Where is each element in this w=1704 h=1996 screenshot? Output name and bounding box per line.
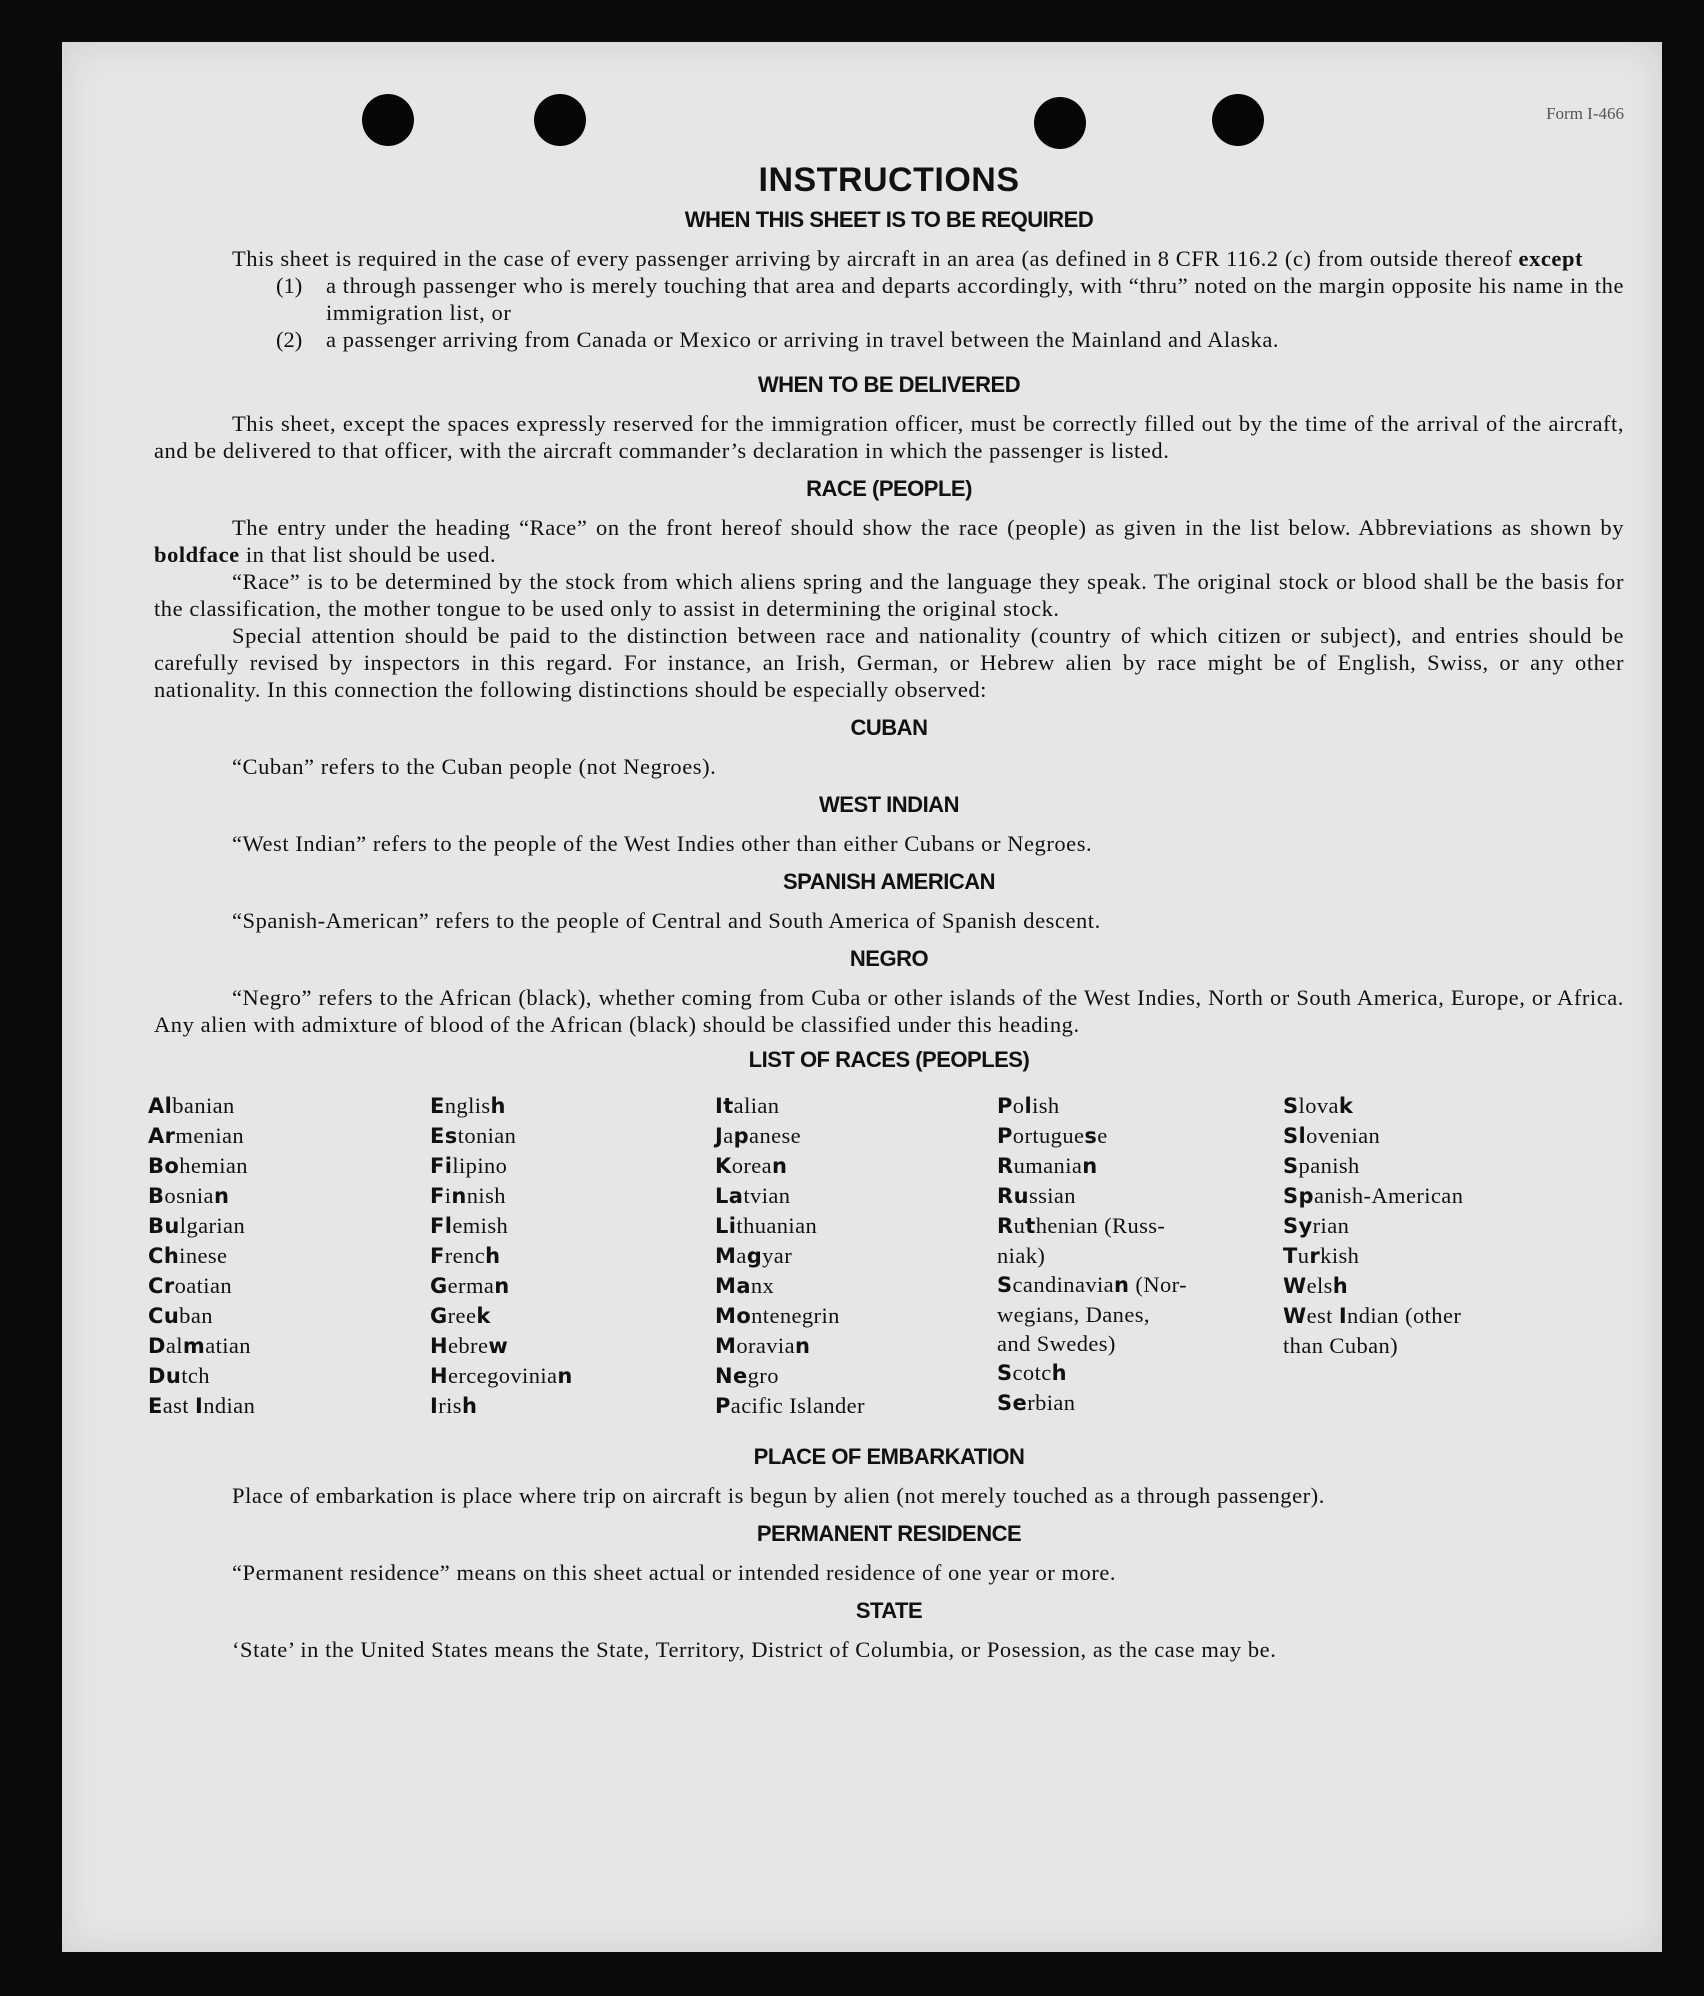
cuban-paragraph: “Cuban” refers to the Cuban people (not Negroes). bbox=[232, 754, 717, 779]
race-entry-continuation: niak) bbox=[997, 1243, 1046, 1268]
race-column bbox=[715, 1091, 997, 1421]
race-paragraph bbox=[154, 514, 1624, 568]
race-entry: German bbox=[430, 1273, 510, 1298]
race-entry: Bohemian bbox=[148, 1153, 248, 1178]
item-number: (1) bbox=[276, 273, 303, 298]
race-entry: English bbox=[430, 1093, 506, 1118]
negro-paragraph: “Negro” refers to the African (black), whether coming from Cuba or other islands of the West Indies, North or South America, Europe, or Africa. Any alien with admixture of blood of the African (black) should be classified under this heading. bbox=[154, 985, 1624, 1037]
item-text: a passenger arriving from Canada or Mexico or arriving in travel between the Mainland and Alaska. bbox=[326, 327, 1280, 352]
requirement-text: This sheet is required in the case of every passenger arriving by aircraft in an area (as defined in 8 CFR 116.2 (c) from outside thereof bbox=[232, 246, 1513, 271]
race-entry: Croatian bbox=[148, 1273, 232, 1298]
race-entry: Korean bbox=[715, 1153, 788, 1178]
page-title: INSTRUCTIONS bbox=[758, 161, 1020, 199]
race-entry-continuation: wegians, Danes, bbox=[997, 1302, 1150, 1327]
section-heading: NEGRO bbox=[849, 946, 929, 971]
race-entry: Serbian bbox=[997, 1390, 1076, 1415]
residence-paragraph: “Permanent residence” means on this sheet actual or intended residence of one year or more. bbox=[232, 1560, 1117, 1585]
punch-hole bbox=[1034, 97, 1086, 149]
race-text: in that list should be used. bbox=[245, 542, 497, 567]
west-indian-paragraph: “West Indian” refers to the people of the West Indies other than either Cubans or Negroes. bbox=[232, 831, 1093, 856]
race-entry: East Indian bbox=[148, 1393, 256, 1418]
race-entry: Greek bbox=[430, 1303, 491, 1328]
punch-hole bbox=[534, 94, 586, 146]
race-entry: Slovak bbox=[1283, 1093, 1354, 1118]
punch-hole bbox=[1212, 94, 1264, 146]
race-entry: Hebrew bbox=[430, 1333, 509, 1358]
race-entry: Spanish bbox=[1283, 1153, 1360, 1178]
section-heading: PERMANENT RESIDENCE bbox=[756, 1521, 1022, 1546]
exception-item bbox=[276, 326, 1624, 353]
section-heading: WHEN TO BE DELIVERED bbox=[757, 372, 1021, 397]
section-heading: WEST INDIAN bbox=[819, 792, 959, 817]
race-entry: Spanish-American bbox=[1283, 1183, 1464, 1208]
requirement-paragraph bbox=[154, 245, 1624, 272]
race-entry: Moravian bbox=[715, 1333, 811, 1358]
race-entry: Armenian bbox=[148, 1123, 245, 1148]
punch-hole bbox=[362, 94, 414, 146]
race-entry: West Indian (other bbox=[1283, 1303, 1462, 1328]
race-entry: Slovenian bbox=[1283, 1123, 1381, 1148]
race-entry: Syrian bbox=[1283, 1213, 1350, 1238]
section-heading: PLACE OF EMBARKATION bbox=[753, 1444, 1025, 1469]
race-entry: Rumanian bbox=[997, 1153, 1098, 1178]
race-entry: Turkish bbox=[1283, 1243, 1360, 1268]
race-column bbox=[430, 1091, 715, 1421]
exception-item bbox=[276, 272, 1624, 326]
document-sheet bbox=[62, 42, 1662, 1952]
race-entry: Scotch bbox=[997, 1360, 1067, 1385]
race-entry: Chinese bbox=[148, 1243, 228, 1268]
section-heading: WHEN THIS SHEET IS TO BE REQUIRED bbox=[684, 207, 1094, 232]
race-entry: Finnish bbox=[430, 1183, 506, 1208]
race-column bbox=[148, 1091, 430, 1421]
race-entry: Latvian bbox=[715, 1183, 791, 1208]
race-entry: Portuguese bbox=[997, 1123, 1108, 1148]
race-boldface: boldface bbox=[154, 542, 240, 567]
race-entry: Negro bbox=[715, 1363, 779, 1388]
race-entry: Scandinavian (Nor- bbox=[997, 1272, 1187, 1297]
section-heading: CUBAN bbox=[850, 715, 928, 740]
race-entry: Albanian bbox=[148, 1093, 235, 1118]
item-text: a through passenger who is merely touching that area and departs accordingly, with “thru” noted on the margin opposite his name in the immigration list, or bbox=[326, 273, 1624, 325]
race-entry: Lithuanian bbox=[715, 1213, 818, 1238]
race-entry: Magyar bbox=[715, 1243, 793, 1268]
race-paragraph: Special attention should be paid to the distinction between race and nationality (country of which citizen or subject), and entries should be carefully revised by inspectors in this regard. For instance, an Irish, German, or Hebrew alien by race might be of English, Swiss, or any other nationality. In this connection the following distinctions should be especially observed: bbox=[154, 623, 1624, 702]
race-entry: Russian bbox=[997, 1183, 1076, 1208]
race-entry-continuation: and Swedes) bbox=[997, 1331, 1116, 1356]
section-heading: STATE bbox=[855, 1598, 923, 1623]
race-entry: Ruthenian (Russ- bbox=[997, 1213, 1166, 1238]
race-entry: Polish bbox=[997, 1093, 1060, 1118]
section-heading: LIST OF RACES (PEOPLES) bbox=[748, 1047, 1030, 1072]
section-heading: RACE (PEOPLE) bbox=[806, 476, 972, 501]
race-entry: Italian bbox=[715, 1093, 780, 1118]
race-entry: Bulgarian bbox=[148, 1213, 246, 1238]
race-column bbox=[997, 1091, 1283, 1421]
race-entry: Welsh bbox=[1283, 1273, 1349, 1298]
race-entry: Pacific Islander bbox=[715, 1393, 865, 1418]
instructions-content bbox=[148, 161, 1624, 1663]
item-number: (2) bbox=[276, 327, 303, 352]
delivery-paragraph: This sheet, except the spaces expressly reserved for the immigration officer, must be correctly filled out by the time of the arrival of the aircraft, and be delivered to that officer, with the aircraft commander’s declaration in which the passenger is listed. bbox=[154, 411, 1624, 463]
spanish-american-paragraph: “Spanish-American” refers to the people of Central and South America of Spanish descent. bbox=[232, 908, 1101, 933]
race-entry: Montenegrin bbox=[715, 1303, 840, 1328]
race-entry-continuation: than Cuban) bbox=[1283, 1333, 1399, 1358]
race-entry: Filipino bbox=[430, 1153, 508, 1178]
section-heading: SPANISH AMERICAN bbox=[782, 869, 995, 894]
embarkation-paragraph: Place of embarkation is place where trip on aircraft is begun by alien (not merely touched as a through passenger). bbox=[232, 1483, 1325, 1508]
race-entry: French bbox=[430, 1243, 501, 1268]
race-entry: Flemish bbox=[430, 1213, 509, 1238]
race-entry: Japanese bbox=[715, 1123, 802, 1148]
race-entry: Irish bbox=[430, 1393, 478, 1418]
form-reference: Form I-466 bbox=[1546, 104, 1624, 123]
race-paragraph: “Race” is to be determined by the stock from which aliens spring and the language they speak. The original stock or blood shall be the basis for the classification, the mother tongue to be used only to assist in determining the original stock. bbox=[154, 569, 1624, 621]
race-entry: Hercegovinian bbox=[430, 1363, 573, 1388]
race-entry: Dalmatian bbox=[148, 1333, 251, 1358]
race-entry: Bosnian bbox=[148, 1183, 230, 1208]
race-text: The entry under the heading “Race” on the front hereof should show the race (people) as given in the list below. Abbreviations as shown by bbox=[232, 515, 1624, 540]
race-list bbox=[148, 1091, 1624, 1421]
race-entry: Dutch bbox=[148, 1363, 210, 1388]
race-column bbox=[1283, 1091, 1583, 1421]
race-entry: Cuban bbox=[148, 1303, 213, 1328]
race-entry: Manx bbox=[715, 1273, 775, 1298]
race-entry: Estonian bbox=[430, 1123, 517, 1148]
requirement-except: except bbox=[1518, 246, 1584, 271]
state-paragraph: ‘State’ in the United States means the State, Territory, District of Columbia, or Posession, as the case may be. bbox=[232, 1637, 1277, 1662]
